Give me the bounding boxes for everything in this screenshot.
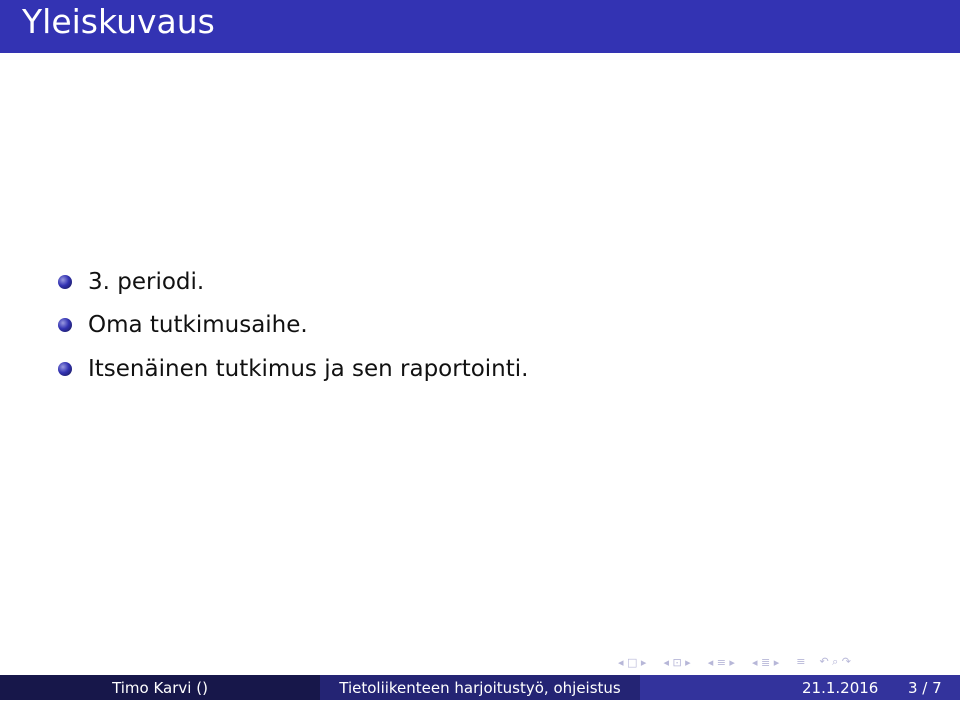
footer-page-number: 3 / 7 <box>908 679 942 697</box>
footer-date: 21.1.2016 <box>802 679 879 697</box>
frame-title-bar <box>0 0 960 53</box>
bullet-ball-icon <box>58 318 72 332</box>
nav-subsection-icons[interactable]: ◂ ⊡ ▸ <box>663 655 691 669</box>
navigation-symbols <box>618 652 856 672</box>
nav-frame-icons[interactable]: ◂ □ ▸ <box>618 655 647 669</box>
frame-title: Yleiskuvaus <box>22 2 215 41</box>
nav-search-icons[interactable]: ≡ ↶ ⌕ ↷ <box>796 655 852 668</box>
footer-title: Tietoliikenteen harjoitustyö, ohjeistus <box>320 675 640 700</box>
bullet-text: 3. periodi. <box>88 269 205 295</box>
footer-right <box>640 675 960 700</box>
footer <box>0 675 960 700</box>
footer-author: Timo Karvi () <box>0 675 320 700</box>
bullet-ball-icon <box>58 275 72 289</box>
nav-section-icons[interactable]: ◂ ≡ ▸ <box>707 655 735 669</box>
bullet-text: Itsenäinen tutkimus ja sen raportointi. <box>88 356 529 382</box>
bullet-ball-icon <box>58 362 72 376</box>
bullet-text: Oma tutkimusaihe. <box>88 312 308 338</box>
nav-presentation-icons[interactable]: ◂ ≣ ▸ <box>751 655 780 669</box>
